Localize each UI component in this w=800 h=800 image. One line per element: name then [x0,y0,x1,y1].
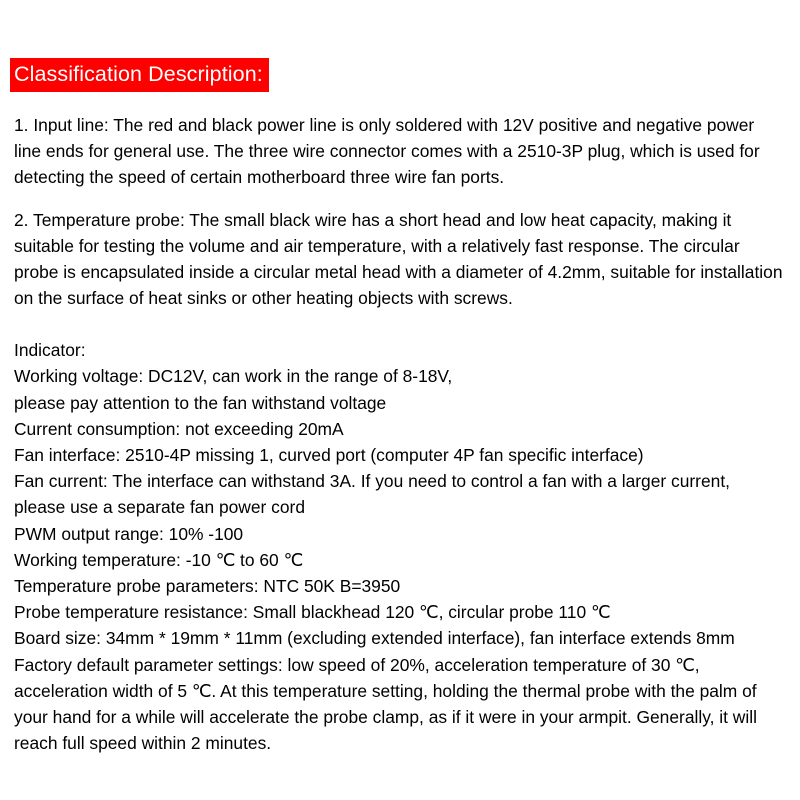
spec-pwm-output-range: PWM output range: 10% -100 [14,523,244,544]
spec-voltage-note: please pay attention to the fan withstand voltage [14,392,387,413]
spec-fan-current: Fan current: The interface can withstand 3A. If you need to control a fan with a larger current, [14,471,730,492]
spec-working-voltage: Working voltage: DC12V, can work in the range of 8-18V, [14,366,453,387]
spec-fan-interface: Fan interface: 2510-4P missing 1, curved port (computer 4P fan specific interface) [14,445,644,466]
paragraph-input-line: 1. Input line: The red and black power line is only soldered with 12V positive and negative power line ends for general use. The three wire connector comes with a 2510-3P plug, which is used for detecting the speed of certain motherboard three wire fan ports. [14,115,760,187]
indicator-label: Indicator: [14,340,86,361]
spec-board-size: Board size: 34mm * 19mm * 11mm (excluding extended interface), fan interface extends 8mm [14,628,735,649]
heading-wrapper [10,58,269,92]
spec-working-temperature: Working temperature: -10 ℃ to 60 ℃ [14,549,304,570]
paragraph-temperature-probe: 2. Temperature probe: The small black wire has a short head and low heat capacity, making it suitable for testing the volume and air temperature, with a relatively fast response. The circular probe is encapsulated inside a circular metal head with a diameter of 4.2mm, suitable for installation on the surface of heat sinks or other heating objects with screws. [14,210,783,308]
spec-current-consumption: Current consumption: not exceeding 20mA [14,418,344,439]
page-title: Classification Description: [10,58,269,92]
spec-factory-default-settings: Factory default parameter settings: low speed of 20%, acceleration temperature of 30 ℃, acceleration width of 5 ℃. At this temperature setting, holding the thermal probe with the palm of your hand for a while will accelerate the probe clamp, as if it were in your armpit. Generally, it will reach full speed within 2 minutes. [14,654,757,754]
spec-probe-parameters: Temperature probe parameters: NTC 50K B=3950 [14,575,401,596]
spec-probe-temperature-resistance: Probe temperature resistance: Small blackhead 120 ℃, circular probe 110 ℃ [14,602,611,623]
spec-fan-current-note: please use a separate fan power cord [14,497,305,518]
indicator-spec-list [10,337,790,756]
